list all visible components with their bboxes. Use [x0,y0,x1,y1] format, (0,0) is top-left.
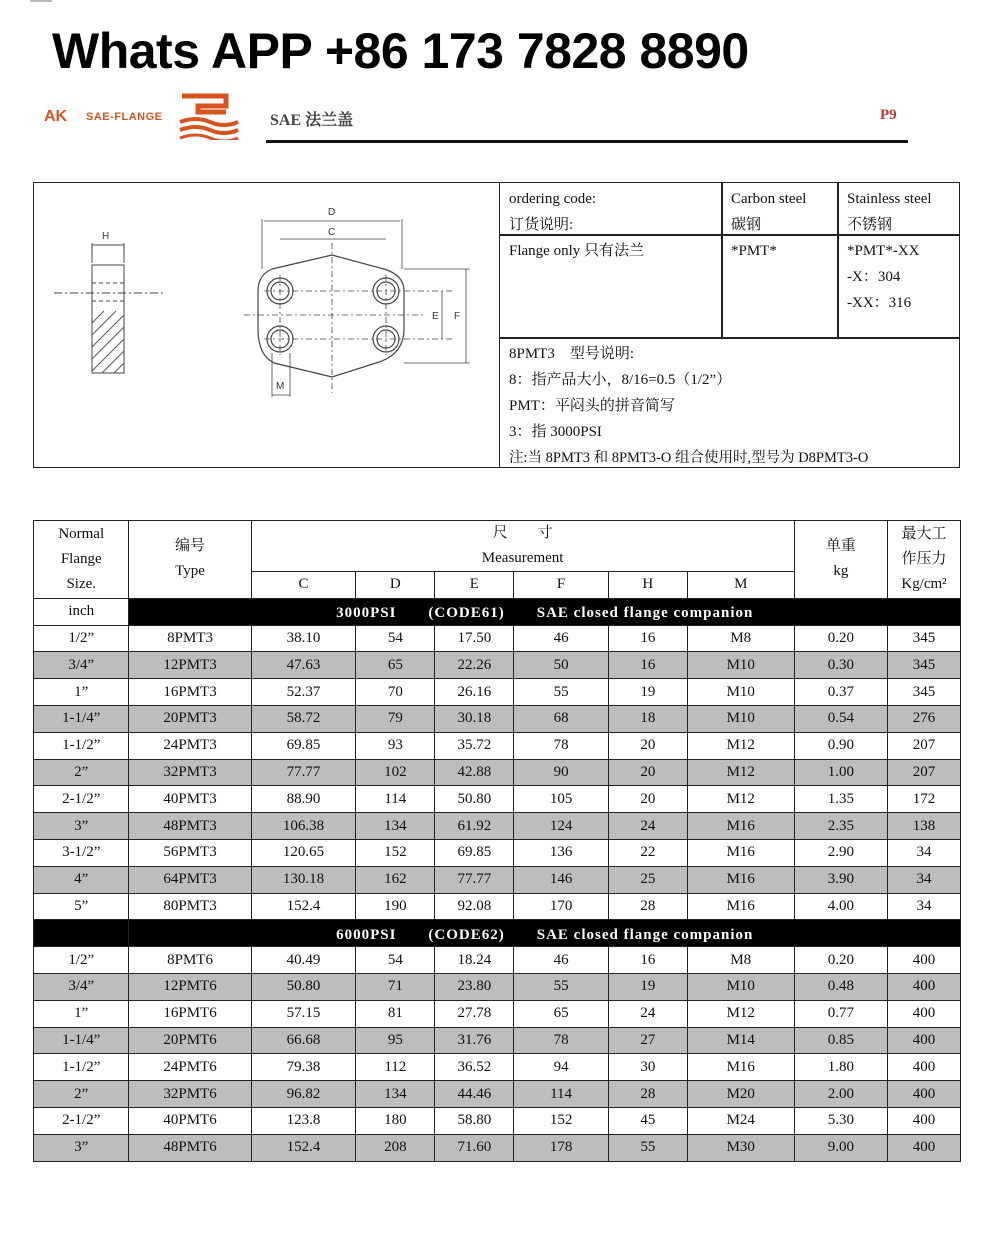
table-cell: 146 [514,866,608,893]
table-cell: 120.65 [251,839,356,866]
document-title: SAE 法兰盖 [270,112,354,129]
table-cell: 78 [514,1027,608,1054]
table-cell: 400 [888,1107,961,1134]
section-spacer-cell [34,920,129,947]
table-cell: 1” [34,679,129,706]
table-cell: 114 [514,1081,608,1108]
col-header-d: D [356,572,435,599]
table-cell: 42.88 [435,759,514,786]
table-row [34,759,961,786]
label-d: D [328,207,336,218]
table-cell: 152 [514,1107,608,1134]
table-cell: 3” [34,1134,129,1161]
table-cell: 30.18 [435,705,514,732]
table-cell: 94 [514,1054,608,1081]
label-m: M [276,381,285,392]
table-cell: 16 [608,625,687,652]
table-cell: 170 [514,893,608,920]
table-cell: 1-1/4” [34,1027,129,1054]
table-cell: 2” [34,1081,129,1108]
table-cell: M16 [687,839,794,866]
table-cell: 400 [888,1081,961,1108]
table-cell: 55 [608,1134,687,1161]
table-cell: M14 [687,1027,794,1054]
table-cell: 3” [34,813,129,840]
table-cell: 26.16 [435,679,514,706]
logo-sae-text: SAE-FLANGE [86,111,163,123]
table-cell: 152 [356,839,435,866]
table-cell: 30 [608,1054,687,1081]
table-cell: 68 [514,705,608,732]
table-cell: 0.30 [794,652,887,679]
table-cell: 24 [608,1000,687,1027]
table-cell: 207 [888,732,961,759]
table-cell: 1.80 [794,1054,887,1081]
table-cell: 50.80 [251,973,356,1000]
table-cell: 1/2” [34,625,129,652]
top-edge-mark [30,0,52,2]
table-cell: M8 [687,947,794,974]
table-cell: M10 [687,705,794,732]
table-cell: 50.80 [435,786,514,813]
stainless-steel-label: Stainless steel 不锈钢 [847,191,932,233]
col-header-type: 编号 Type [129,521,251,599]
table-cell: 152.4 [251,1134,356,1161]
table-cell: 55 [514,973,608,1000]
table-cell: 20PMT3 [129,705,251,732]
table-cell: 1” [34,1000,129,1027]
col-header-h: H [608,572,687,599]
table-row [34,1027,961,1054]
spec-box [33,182,960,468]
table-cell: M16 [687,866,794,893]
table-cell: 0.85 [794,1027,887,1054]
label-h: H [102,231,110,242]
table-cell: 16 [608,652,687,679]
table-cell: 12PMT6 [129,973,251,1000]
table-row [34,893,961,920]
table-cell: 180 [356,1107,435,1134]
table-cell: M12 [687,786,794,813]
table-cell: 56PMT3 [129,839,251,866]
table-cell: 93 [356,732,435,759]
table-cell: 0.54 [794,705,887,732]
table-row [34,866,961,893]
table-cell: M8 [687,625,794,652]
table-cell: M10 [687,652,794,679]
table-cell: 0.20 [794,947,887,974]
table-cell: 130.18 [251,866,356,893]
table-cell: 27.78 [435,1000,514,1027]
table-cell: 105 [514,786,608,813]
table-cell: 208 [356,1134,435,1161]
table-cell: 45 [608,1107,687,1134]
table-cell: 81 [356,1000,435,1027]
whatsapp-contact: Whats APP +86 173 7828 8890 [52,23,749,79]
table-cell: 1-1/2” [34,732,129,759]
table-row [34,813,961,840]
section-title: 6000PSI (CODE62) SAE closed flange companion [129,920,961,947]
table-cell: 32PMT3 [129,759,251,786]
table-cell: 400 [888,1027,961,1054]
logo-ak-text: AK [44,108,68,125]
table-cell: M12 [687,732,794,759]
table-cell: 57.15 [251,1000,356,1027]
table-cell: 79 [356,705,435,732]
table-cell: 136 [514,839,608,866]
table-cell: 114 [356,786,435,813]
table-cell: 77.77 [251,759,356,786]
table-cell: 400 [888,1000,961,1027]
table-cell: 92.08 [435,893,514,920]
table-cell: M16 [687,813,794,840]
table-cell: 28 [608,893,687,920]
table-cell: 172 [888,786,961,813]
table-cell: 28 [608,1081,687,1108]
table-cell: 400 [888,1054,961,1081]
table-cell: 2.35 [794,813,887,840]
table-cell: 20 [608,759,687,786]
table-cell: 24 [608,813,687,840]
table-cell: 12PMT3 [129,652,251,679]
table-cell: 54 [356,625,435,652]
col-header-weight: 单重 kg [794,521,887,599]
table-cell: 38.10 [251,625,356,652]
table-cell: 3/4” [34,973,129,1000]
table-cell: M12 [687,759,794,786]
table-cell: 69.85 [251,732,356,759]
table-cell: 8PMT3 [129,625,251,652]
table-cell: 34 [888,839,961,866]
table-cell: M24 [687,1107,794,1134]
table-cell: 36.52 [435,1054,514,1081]
table-cell: 134 [356,1081,435,1108]
table-cell: 345 [888,625,961,652]
table-cell: 55 [514,679,608,706]
table-cell: 5.30 [794,1107,887,1134]
table-row [34,1081,961,1108]
table-cell: 16PMT3 [129,679,251,706]
table-cell: 0.77 [794,1000,887,1027]
table-cell: 1/2” [34,947,129,974]
col-header-c: C [251,572,356,599]
table-cell: 2” [34,759,129,786]
table-cell: 20 [608,732,687,759]
table-row [34,1000,961,1027]
table-cell: 190 [356,893,435,920]
table-cell: 123.8 [251,1107,356,1134]
page-number: P9 [880,107,897,123]
table-cell: 18 [608,705,687,732]
col-header-size: Normal Flange Size. [34,521,129,599]
table-cell: 47.63 [251,652,356,679]
table-cell: 58.72 [251,705,356,732]
table-cell: 17.50 [435,625,514,652]
table-cell: 8PMT6 [129,947,251,974]
header-rule [266,140,908,143]
table-cell: 1.00 [794,759,887,786]
table-cell: 0.20 [794,625,887,652]
table-row [34,625,961,652]
table-cell: 2-1/2” [34,786,129,813]
table-cell: 2.90 [794,839,887,866]
table-cell: 71 [356,973,435,1000]
table-cell: 54 [356,947,435,974]
table-row [34,947,961,974]
table-cell: 1-1/4” [34,705,129,732]
table-cell: 0.37 [794,679,887,706]
table-cell: 90 [514,759,608,786]
table-cell: 46 [514,947,608,974]
table-cell: 0.48 [794,973,887,1000]
table-cell: 79.38 [251,1054,356,1081]
table-cell: 66.68 [251,1027,356,1054]
table-row [34,839,961,866]
table-row [34,973,961,1000]
table-row [34,652,961,679]
col-header-measurement: 尺 寸 Measurement [251,521,794,572]
table-cell: 19 [608,679,687,706]
table-cell: M12 [687,1000,794,1027]
table-cell: 162 [356,866,435,893]
table-cell: 64PMT3 [129,866,251,893]
table-cell: 3.90 [794,866,887,893]
table-row [34,786,961,813]
table-cell: 23.80 [435,973,514,1000]
table-cell: 106.38 [251,813,356,840]
table-cell: 152.4 [251,893,356,920]
table-cell: 58.80 [435,1107,514,1134]
table-cell: 2-1/2” [34,1107,129,1134]
table-cell: 71.60 [435,1134,514,1161]
table-cell: 40PMT6 [129,1107,251,1134]
table-cell: 3/4” [34,652,129,679]
table-cell: 345 [888,652,961,679]
table-cell: 31.76 [435,1027,514,1054]
table-cell: 32PMT6 [129,1081,251,1108]
table-cell: 34 [888,893,961,920]
table-cell: 18.24 [435,947,514,974]
col-header-e: E [435,572,514,599]
table-cell: 44.46 [435,1081,514,1108]
table-row [34,679,961,706]
col-header-m: M [687,572,794,599]
table-cell: 112 [356,1054,435,1081]
table-cell: 1.35 [794,786,887,813]
table-cell: 207 [888,759,961,786]
table-cell: 22 [608,839,687,866]
table-cell: M10 [687,973,794,1000]
carbon-code: *PMT* [731,243,777,259]
table-cell: 88.90 [251,786,356,813]
table-cell: M10 [687,679,794,706]
table-cell: 102 [356,759,435,786]
table-cell: 16 [608,947,687,974]
unit-inch-cell: inch [34,598,129,625]
table-cell: 178 [514,1134,608,1161]
flange-technical-drawing [34,183,499,467]
table-cell: 4.00 [794,893,887,920]
table-cell: M30 [687,1134,794,1161]
flange-dimensions-table [33,520,961,1162]
table-cell: 65 [514,1000,608,1027]
table-cell: 400 [888,1134,961,1161]
table-cell: 4” [34,866,129,893]
table-row [34,732,961,759]
ordering-code-label: ordering code: 订货说明: [509,191,597,233]
table-cell: 24PMT6 [129,1054,251,1081]
col-header-pressure: 最大工 作压力 Kg/cm² [888,521,961,599]
table-cell: 25 [608,866,687,893]
table-cell: 124 [514,813,608,840]
table-cell: M16 [687,1054,794,1081]
table-cell: 1-1/2” [34,1054,129,1081]
table-cell: 52.37 [251,679,356,706]
stainless-codes: *PMT*-XX -X：304 -XX：316 [847,243,920,311]
table-cell: 96.82 [251,1081,356,1108]
table-cell: M16 [687,893,794,920]
table-row [34,1107,961,1134]
table-cell: 34 [888,866,961,893]
table-cell: 95 [356,1027,435,1054]
flange-drawing [34,183,500,467]
col-header-f: F [514,572,608,599]
table-row [34,705,961,732]
table-cell: 24PMT3 [129,732,251,759]
flange-only-label: Flange only 只有法兰 [509,243,644,259]
table-cell: 19 [608,973,687,1000]
table-row [34,1134,961,1161]
table-cell: 65 [356,652,435,679]
company-logo-icon [176,92,240,140]
table-cell: 70 [356,679,435,706]
label-e: E [432,311,439,322]
table-cell: 78 [514,732,608,759]
table-cell: 48PMT3 [129,813,251,840]
table-row [34,1054,961,1081]
table-cell: 69.85 [435,839,514,866]
table-cell: 40.49 [251,947,356,974]
table-cell: 40PMT3 [129,786,251,813]
table-cell: 80PMT3 [129,893,251,920]
label-f: F [454,311,461,322]
table-cell: 22.26 [435,652,514,679]
table-cell: M20 [687,1081,794,1108]
model-notes: 8PMT3 型号说明: 8：指产品大小，8/16=0.5（1/2”） PMT：平闷头的拼音简写 3：指 3000PSI 注:当 8PMT3 和 8PMT3-O 组合使用时,型号为 D8PMT3-O [509,346,869,466]
table-cell: 400 [888,973,961,1000]
section-title: 3000PSI (CODE61) SAE closed flange companion [129,598,961,625]
label-c: C [328,227,336,238]
table-cell: 27 [608,1027,687,1054]
carbon-steel-label: Carbon steel 碳钢 [731,191,807,233]
table-cell: 0.90 [794,732,887,759]
table-cell: 77.77 [435,866,514,893]
table-cell: 9.00 [794,1134,887,1161]
table-cell: 61.92 [435,813,514,840]
table-cell: 5” [34,893,129,920]
table-cell: 20 [608,786,687,813]
table-cell: 16PMT6 [129,1000,251,1027]
table-cell: 138 [888,813,961,840]
table-cell: 2.00 [794,1081,887,1108]
table-cell: 50 [514,652,608,679]
table-cell: 46 [514,625,608,652]
table-cell: 48PMT6 [129,1134,251,1161]
table-cell: 35.72 [435,732,514,759]
table-cell: 400 [888,947,961,974]
table-cell: 134 [356,813,435,840]
table-cell: 20PMT6 [129,1027,251,1054]
table-cell: 3-1/2” [34,839,129,866]
table-cell: 345 [888,679,961,706]
table-cell: 276 [888,705,961,732]
